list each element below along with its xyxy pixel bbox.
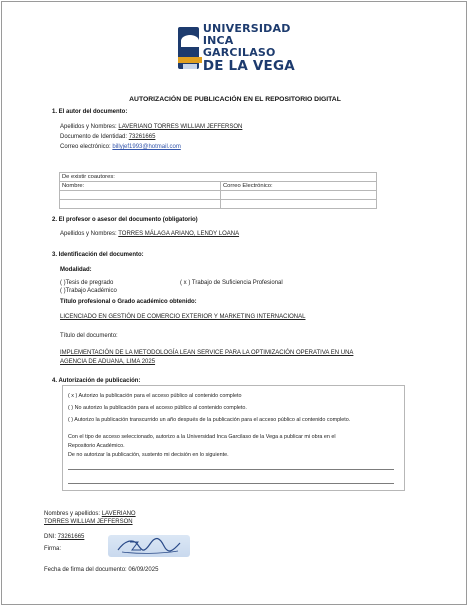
coauthors-header: De existir coautores:: [60, 173, 377, 182]
document-title-label: Título del documento:: [60, 333, 118, 339]
coauthors-col-name: Nombre:: [60, 182, 221, 191]
signature-image: [108, 535, 190, 557]
option-thesis[interactable]: ( )Tesis de pregrado: [60, 280, 114, 286]
justification-line-2[interactable]: [68, 483, 394, 484]
degree-label: Título profesional o Grado académico obtenido:: [60, 299, 197, 305]
coauthors-col-email: Correo Electrónico:: [221, 182, 377, 191]
footer-names-row: [44, 511, 136, 517]
justification-line-1[interactable]: [68, 469, 394, 470]
option-academic[interactable]: ( )Trabajo Académico: [60, 288, 117, 294]
logo-line-3: DE LA VEGA: [202, 57, 295, 74]
auth-paragraph-line-2: Repositorio Académico.: [68, 443, 125, 449]
option-sufficiency[interactable]: ( x ) Trabajo de Suficiencia Profesional: [180, 280, 283, 286]
author-id-label: Documento de Identidad:: [60, 134, 129, 140]
logo-wordmark: [203, 23, 296, 73]
author-email-label: Correo electrónico:: [60, 144, 113, 150]
advisor-names-row: [60, 231, 239, 237]
footer-dni-label: DNI:: [44, 534, 58, 540]
logo-line-2: INCA GARCILASO: [202, 33, 276, 59]
footer-names-value-1: LAVERIANO: [101, 511, 136, 517]
footer-names-value-2: TORRES WILLIAM JEFFERSON: [44, 519, 133, 525]
footer-dni-value: 73261665: [57, 534, 85, 540]
degree-value: LICENCIADO EN GESTIÓN DE COMERCIO EXTERIOR Y MARKETING INTERNACIONAL: [60, 314, 306, 320]
university-logo: [178, 21, 296, 74]
footer-signature-date: Fecha de firma del documento: 06/09/2025: [44, 567, 159, 573]
footer-signature-label: Firma:: [44, 546, 61, 552]
advisor-names-label: Apellidos y Nombres:: [60, 231, 119, 237]
author-id-value: 73261665: [128, 134, 156, 140]
modality-label: Modalidad:: [60, 267, 92, 273]
author-id-row: [60, 134, 155, 140]
author-email-link[interactable]: billyjef1993@hotmail.com: [112, 144, 181, 150]
logo-line-1: UNIVERSIDAD: [202, 21, 291, 35]
section-2-heading: 2. El profesor o asesor del documento (obligatorio): [52, 217, 198, 223]
auth-option-full[interactable]: ( x ) Autorizo la publicación para el acceso público al contenido completo: [68, 393, 242, 399]
author-names-value: LAVERIANO TORRES WILLIAM JEFFERSON: [118, 124, 243, 130]
document-title-line-2: AGENCIA DE ADUANA, LIMA 2025: [60, 359, 156, 365]
coauthor-email-cell[interactable]: [221, 200, 377, 209]
auth-option-none[interactable]: ( ) No autorizo la publicación para el acceso público al contenido completo.: [68, 405, 247, 411]
section-4-heading: 4. Autorización de publicación:: [52, 378, 141, 384]
document-title-line-1: IMPLEMENTACIÓN DE LA METODOLOGÍA LEAN SERVICE PARA LA OPTIMIZACIÓN OPERATIVA EN UNA: [60, 350, 354, 356]
author-names-label: Apellidos y Nombres:: [60, 124, 119, 130]
auth-paragraph-line-1: Con el tipo de acceso seleccionado, autorizo a la Universidad Inca Garcilaso de la Vega a publicar mi obra en el: [68, 434, 336, 440]
shield-icon: [178, 27, 199, 69]
signature-scribble-icon: [108, 535, 190, 557]
advisor-names-value: TORRES MÁLAGA ARIANO, LENDY LOANA: [118, 231, 240, 237]
section-1-heading: 1. El autor del documento:: [52, 109, 128, 115]
auth-option-delayed[interactable]: ( ) Autorizo la publicación transcurrido un año después de la publicación para el acceso público al contenido completo.: [68, 417, 351, 423]
section-3-heading: 3. Identificación del documento:: [52, 252, 144, 258]
footer-names-label: Nombres y apellidos:: [44, 511, 102, 517]
coauthors-table: [59, 172, 377, 209]
document-title: AUTORIZACIÓN DE PUBLICACIÓN EN EL REPOSITORIO DIGITAL: [129, 96, 341, 103]
auth-justification-prompt: De no autorizar la publicación, sustento mi decisión en lo siguiente.: [68, 452, 229, 458]
coauthor-email-cell[interactable]: [221, 191, 377, 200]
author-email-row: [60, 144, 181, 150]
footer-dni-row: [44, 534, 84, 540]
author-names-row: [60, 124, 242, 130]
coauthor-name-cell[interactable]: [60, 200, 221, 209]
coauthor-name-cell[interactable]: [60, 191, 221, 200]
